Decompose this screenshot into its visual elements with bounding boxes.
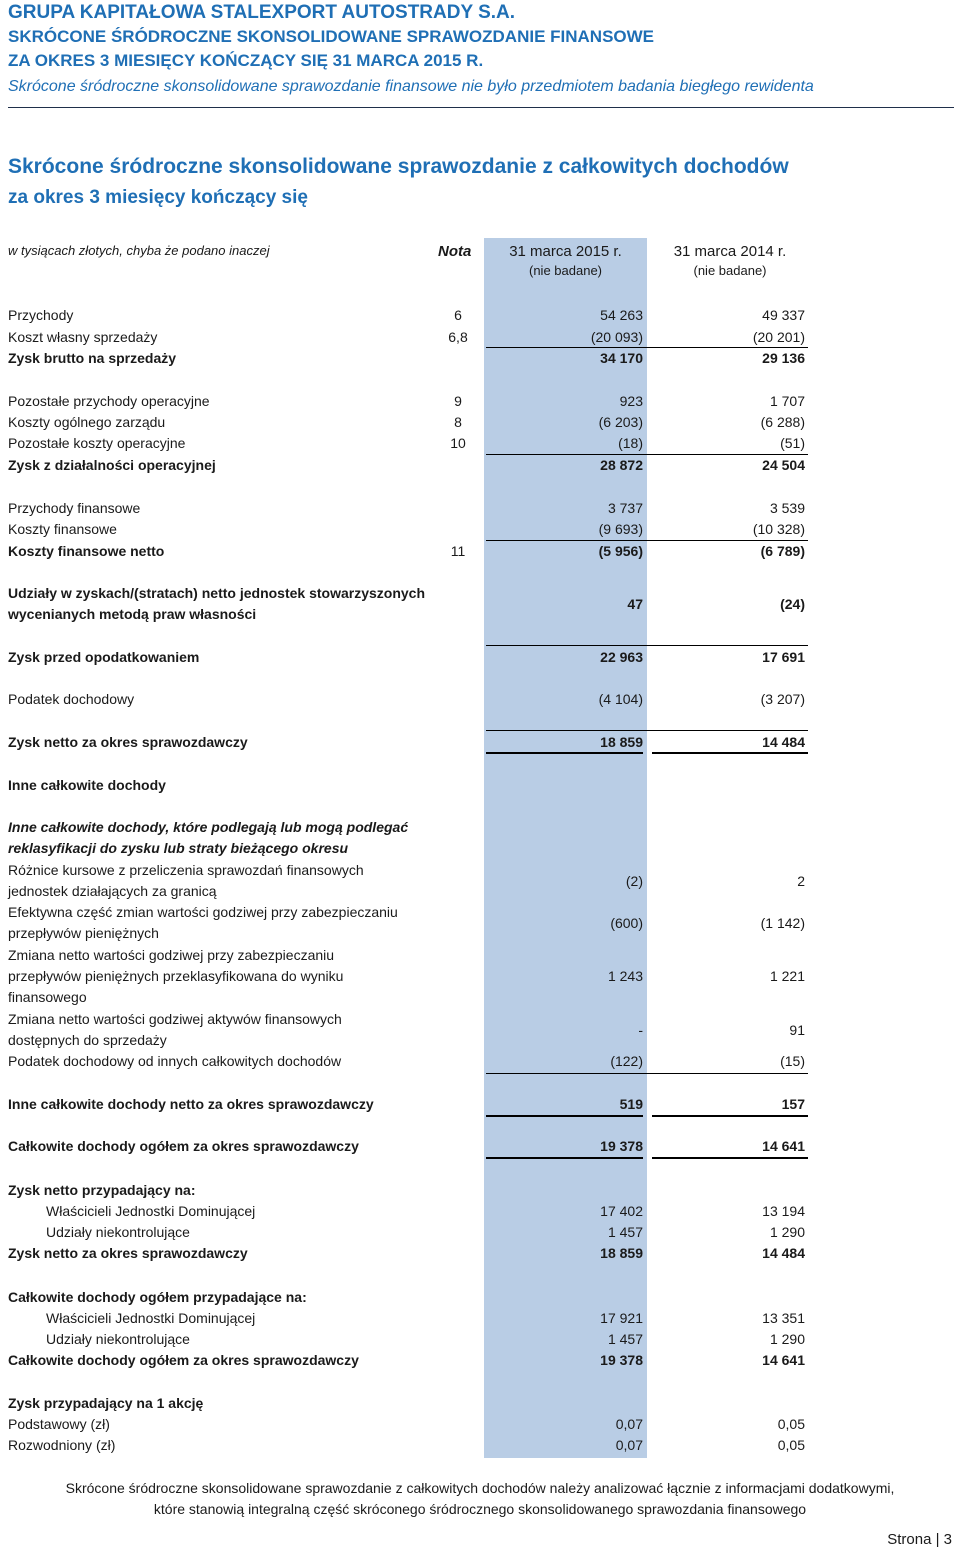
row-label bbox=[8, 945, 428, 1008]
row-value-2015: 923 bbox=[619, 393, 643, 409]
row-value-2014: 17 691 bbox=[762, 649, 805, 665]
audit-note: Skrócone śródroczne skonsolidowane sprawozdanie finansowe nie było przedmiotem badania biegłego rewidenta bbox=[8, 78, 814, 95]
row-value-2014: 14 484 bbox=[762, 1245, 805, 1261]
total-rule bbox=[486, 1157, 643, 1159]
row-value-2015: 1 457 bbox=[607, 1224, 643, 1240]
row-value-2015: 54 263 bbox=[600, 307, 643, 323]
row-value-2014: 0,05 bbox=[777, 1416, 805, 1432]
row-label: Rozwodniony (zł) bbox=[8, 1437, 116, 1453]
row-value-2015: 18 859 bbox=[600, 734, 643, 750]
row-label-line: Różnice kursowe z przeliczenia sprawozdań finansowych bbox=[8, 862, 364, 878]
footer-line: Skrócone śródroczne skonsolidowane sprawozdanie z całkowitych dochodów należy analizować łącznie z informacjami dodatkowymi, bbox=[65, 1480, 895, 1496]
row-value-2014: 13 194 bbox=[762, 1203, 805, 1219]
row-value-2014: 1 221 bbox=[769, 968, 805, 984]
row-value-2014: (3 207) bbox=[760, 691, 805, 707]
row-value-2014: 24 504 bbox=[762, 457, 805, 473]
row-value-2014: 14 484 bbox=[762, 734, 805, 750]
total-rule bbox=[652, 1115, 808, 1117]
row-label: Zysk z działalności operacyjnej bbox=[8, 457, 216, 473]
total-rule bbox=[652, 752, 808, 754]
row-value-2014: 13 351 bbox=[762, 1310, 805, 1326]
row-value-2014: 157 bbox=[781, 1096, 805, 1112]
row-label-line: wycenianych metodą praw własności bbox=[8, 606, 257, 622]
row-value-2014: 29 136 bbox=[762, 350, 805, 366]
table-row bbox=[0, 583, 960, 627]
row-value-2015: (20 093) bbox=[590, 329, 643, 345]
row-label: Inne całkowite dochody netto za okres sprawozdawczy bbox=[8, 1096, 374, 1112]
row-value-2014: (51) bbox=[780, 435, 805, 451]
row-value-2015: 3 737 bbox=[607, 500, 643, 516]
row-value-2014: (6 288) bbox=[760, 414, 805, 430]
row-label bbox=[8, 817, 428, 859]
row-value-2014: 0,05 bbox=[777, 1437, 805, 1453]
row-label: Właścicieli Jednostki Dominującej bbox=[46, 1310, 256, 1326]
row-nota: 9 bbox=[454, 393, 462, 409]
row-label: Całkowite dochody ogółem za okres sprawozdawczy bbox=[8, 1352, 359, 1368]
footer-note bbox=[0, 1478, 960, 1520]
company-name: GRUPA KAPITAŁOWA STALEXPORT AUTOSTRADY S.A. bbox=[8, 2, 516, 23]
nota-column-header: Nota bbox=[438, 243, 472, 260]
row-label bbox=[8, 1009, 428, 1051]
row-label bbox=[8, 902, 428, 944]
row-value-2015: (122) bbox=[610, 1053, 643, 1069]
row-label: Koszty finansowe netto bbox=[8, 543, 165, 559]
report-title: SKRÓCONE ŚRÓDROCZNE SKONSOLIDOWANE SPRAWOZDANIE FINANSOWE bbox=[8, 27, 655, 46]
row-label bbox=[8, 583, 428, 625]
row-label: Przychody finansowe bbox=[8, 500, 141, 516]
row-value-2015: 19 378 bbox=[600, 1352, 643, 1368]
subtotal-rule bbox=[486, 730, 808, 731]
total-rule bbox=[486, 752, 643, 754]
row-label-line: finansowego bbox=[8, 989, 87, 1005]
unit-label: w tysiącach złotych, chyba że podano inaczej bbox=[8, 243, 270, 258]
row-label: Inne całkowite dochody bbox=[8, 777, 166, 793]
row-value-2015: 28 872 bbox=[600, 457, 643, 473]
row-value-2015: 34 170 bbox=[600, 350, 643, 366]
row-label: Pozostałe koszty operacyjne bbox=[8, 435, 186, 451]
row-label: Zysk netto za okres sprawozdawczy bbox=[8, 1245, 248, 1261]
row-value-2015: (18) bbox=[618, 435, 643, 451]
row-value-2014: 3 539 bbox=[769, 500, 805, 516]
row-value-2015: (5 956) bbox=[598, 543, 643, 559]
row-label: Zysk przypadający na 1 akcję bbox=[8, 1395, 204, 1411]
row-nota: 10 bbox=[450, 435, 466, 451]
row-label bbox=[8, 860, 428, 902]
row-label: Koszty finansowe bbox=[8, 521, 117, 537]
report-period: ZA OKRES 3 MIESIĘCY KOŃCZĄCY SIĘ 31 MARCA 2015 R. bbox=[8, 51, 484, 70]
row-value-2014: 1 290 bbox=[769, 1331, 805, 1347]
row-value-2014: 91 bbox=[789, 1022, 805, 1038]
row-value-2015: 0,07 bbox=[615, 1416, 643, 1432]
row-label: Udziały niekontrolujące bbox=[46, 1224, 190, 1240]
row-label-line: przepływów pieniężnych bbox=[8, 925, 159, 941]
row-nota: 11 bbox=[450, 543, 466, 559]
row-value-2015: (9 693) bbox=[598, 521, 643, 537]
row-label: Przychody bbox=[8, 307, 74, 323]
row-label: Udziały niekontrolujące bbox=[46, 1331, 190, 1347]
row-value-2015: (600) bbox=[610, 915, 643, 931]
column-header-2015-date: 31 marca 2015 r. bbox=[509, 243, 622, 260]
row-value-2014: (24) bbox=[780, 596, 805, 612]
row-value-2014: 49 337 bbox=[762, 307, 805, 323]
row-label-line: dostępnych do sprzedaży bbox=[8, 1032, 167, 1048]
row-value-2015: 22 963 bbox=[600, 649, 643, 665]
row-value-2015: (4 104) bbox=[598, 691, 643, 707]
row-value-2015: (2) bbox=[625, 873, 643, 889]
row-label-line: Zmiana netto wartości godziwej aktywów finansowych bbox=[8, 1011, 342, 1027]
row-label: Całkowite dochody ogółem za okres sprawozdawczy bbox=[8, 1138, 359, 1154]
row-value-2015: 17 402 bbox=[600, 1203, 643, 1219]
row-value-2015: 0,07 bbox=[615, 1437, 643, 1453]
row-value-2015: 47 bbox=[627, 596, 643, 612]
row-value-2014: 1 290 bbox=[769, 1224, 805, 1240]
total-rule bbox=[652, 1157, 808, 1159]
row-label: Koszt własny sprzedaży bbox=[8, 329, 158, 345]
row-label-line: Inne całkowite dochody, które podlegają lub mogą podlegać bbox=[8, 819, 409, 835]
row-value-2015: (6 203) bbox=[598, 414, 643, 430]
row-value-2014: 1 707 bbox=[769, 393, 805, 409]
row-label: Zysk netto przypadający na: bbox=[8, 1182, 196, 1198]
column-header-2014-date: 31 marca 2014 r. bbox=[673, 243, 787, 260]
table-row bbox=[0, 860, 960, 904]
subtotal-rule bbox=[486, 645, 808, 646]
row-label: Zysk przed opodatkowaniem bbox=[8, 649, 200, 665]
row-label-line: jednostek działających za granicą bbox=[8, 883, 217, 899]
row-label: Pozostałe przychody operacyjne bbox=[8, 393, 210, 409]
row-value-2015: - bbox=[638, 1022, 643, 1038]
row-value-2015: 1 243 bbox=[607, 968, 643, 984]
row-label: Zysk brutto na sprzedaży bbox=[8, 350, 177, 366]
row-value-2014: (20 201) bbox=[752, 329, 805, 345]
row-label-line: Zmiana netto wartości godziwej przy zabezpieczaniu bbox=[8, 947, 335, 963]
row-value-2015: 19 378 bbox=[600, 1138, 643, 1154]
row-label: Podatek dochodowy bbox=[8, 691, 135, 707]
column-header-2014-status: (nie badane) bbox=[693, 263, 767, 278]
row-nota: 8 bbox=[454, 414, 462, 430]
row-label-line: przepływów pieniężnych przeklasyfikowana do wyniku bbox=[8, 968, 344, 984]
footer-line: które stanowią integralną część skróconego śródrocznego skonsolidowanego sprawozdania finansowego bbox=[153, 1501, 807, 1517]
page-number: Strona | 3 bbox=[887, 1531, 952, 1548]
row-label-line: reklasyfikacji do zysku lub straty bieżącego okresu bbox=[8, 840, 349, 856]
row-value-2015: 17 921 bbox=[600, 1310, 643, 1326]
row-nota: 6 bbox=[454, 307, 462, 323]
row-label: Właścicieli Jednostki Dominującej bbox=[46, 1203, 256, 1219]
statement-title: Skrócone śródroczne skonsolidowane sprawozdanie z całkowitych dochodów bbox=[8, 155, 789, 178]
row-label: Zysk netto za okres sprawozdawczy bbox=[8, 734, 248, 750]
row-value-2015: 519 bbox=[619, 1096, 643, 1112]
row-label: Całkowite dochody ogółem przypadające na: bbox=[8, 1289, 307, 1305]
column-header-2015-status: (nie badane) bbox=[529, 263, 602, 278]
row-value-2015: 18 859 bbox=[600, 1245, 643, 1261]
row-label: Podatek dochodowy od innych całkowitych dochodów bbox=[8, 1053, 342, 1069]
row-value-2014: (10 328) bbox=[752, 521, 805, 537]
subtotal-rule bbox=[486, 1073, 808, 1074]
statement-subtitle: za okres 3 miesięcy kończący się bbox=[8, 187, 308, 208]
table-row bbox=[0, 817, 960, 861]
row-value-2015: 1 457 bbox=[607, 1331, 643, 1347]
row-value-2014: 14 641 bbox=[762, 1352, 805, 1368]
table-row bbox=[0, 945, 960, 1009]
row-value-2014: (1 142) bbox=[760, 915, 805, 931]
row-value-2014: (6 789) bbox=[760, 543, 805, 559]
row-value-2014: (15) bbox=[780, 1053, 805, 1069]
row-label: Podstawowy (zł) bbox=[8, 1416, 110, 1432]
row-label-line: Udziały w zyskach/(stratach) netto jednostek stowarzyszonych bbox=[8, 585, 426, 601]
table-row bbox=[0, 1009, 960, 1053]
row-value-2014: 14 641 bbox=[762, 1138, 805, 1154]
table-row bbox=[0, 902, 960, 946]
row-value-2014: 2 bbox=[797, 873, 805, 889]
row-label: Koszty ogólnego zarządu bbox=[8, 414, 166, 430]
row-label-line: Efektywna część zmian wartości godziwej przy zabezpieczaniu bbox=[8, 904, 398, 920]
total-rule bbox=[486, 1115, 643, 1117]
row-nota: 6,8 bbox=[448, 329, 468, 345]
